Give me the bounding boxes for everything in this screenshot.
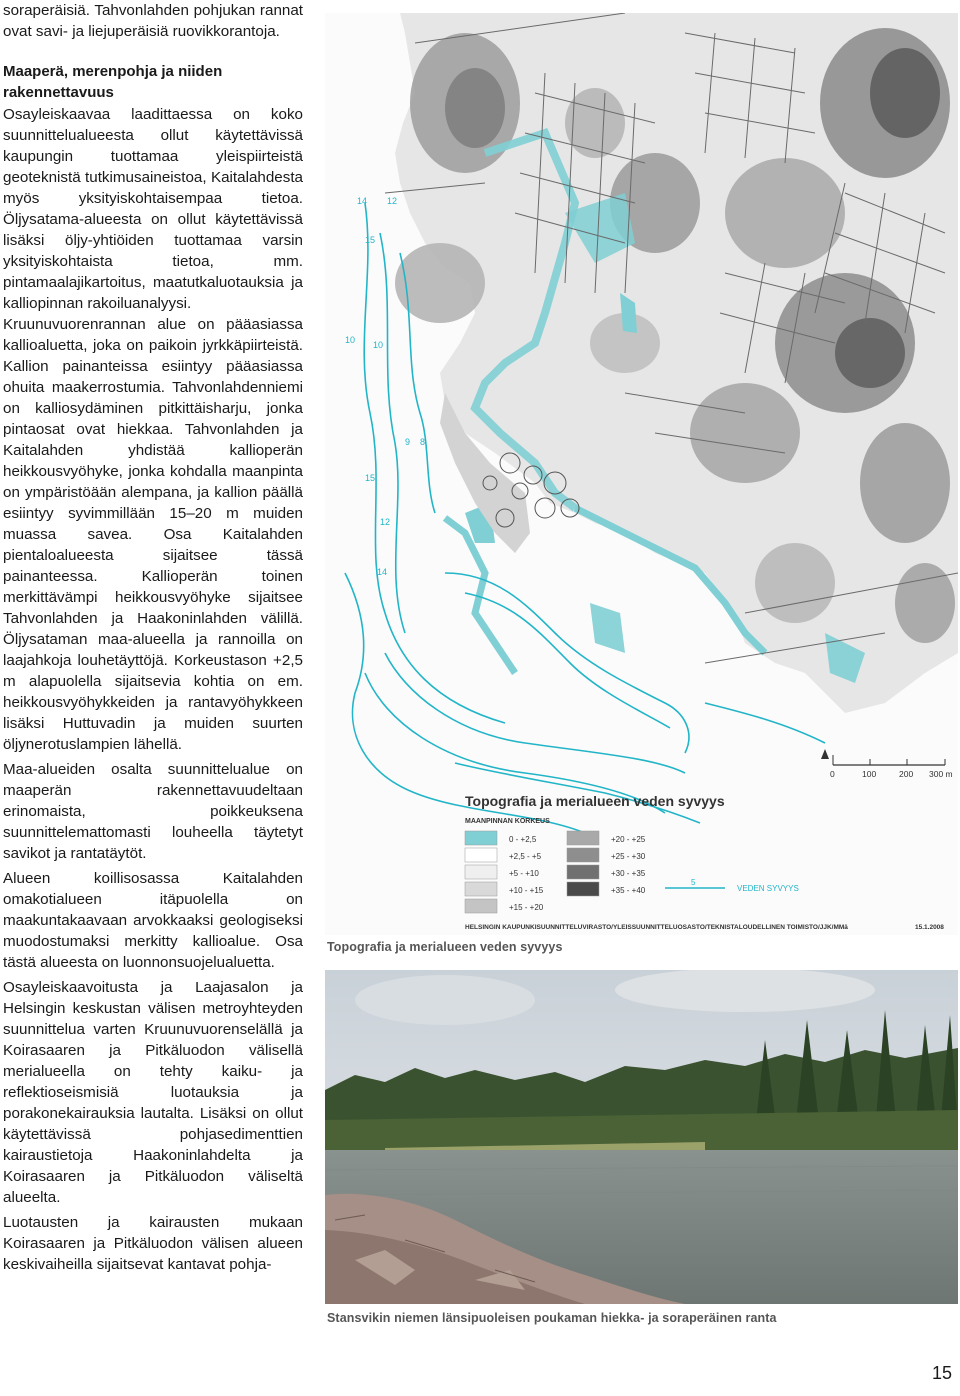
- body-paragraph: Luotausten ja kairausten mukaan Koirasaaren ja Pitkäluodon välisen alueen keskivaiheilla sijaitsevat kantavat pohja-: [3, 1214, 303, 1273]
- photo-caption: Stansvikin niemen länsipuoleisen poukaman hiekka- ja soraperäinen ranta: [327, 1311, 777, 1325]
- body-paragraph: Osayleiskaavoitusta ja Laajasalon ja Helsingin keskustan välisen metroyhteyden suunnittelua varten Kruunuvuorenselällä ja Koirasaaren ja Pitkäluodon välisellä merialueella on tehty kaiku- ja reflektioseismisiä luotauksia ja porakonekairauksia lautalta. Lisäksi on ollut käytettävissä pohjasedimenttien kairaustietoja Haakoninlahdelta ja Koirasaaren ja Pitkäluodon väliseltä alueelta.: [3, 979, 303, 1206]
- depth-number: 14: [377, 567, 388, 577]
- legend-label: 0 - +2,5: [509, 835, 537, 844]
- body-paragraph: Alueen koillisosassa Kaitalahden omakotialueen itäpuolella on maakuntakaavaan arvokkaaksi geologiseksi muodostumaksi merkitty kallioalue. Osa tästä alueesta on luonnonsuojelualuetta.: [3, 870, 303, 971]
- legend-label: +30 - +35: [611, 869, 646, 878]
- legend-label: +20 - +25: [611, 835, 646, 844]
- shore-photo: [325, 970, 958, 1304]
- map-title: Topografia ja merialueen veden syvyys: [465, 793, 725, 809]
- body-paragraph: Osayleiskaavaa laadittaessa on koko suunnittelualueesta ollut käytettävissä kaupungin tuottamaa yleispiirteistä geoteknistä tutkimusaineistoa, Kaitalahdesta myös yksityiskohtaisempaa tietoa. Öljysatama-alueesta on ollut käytettävissä lisäksi öljy-yhtiöiden tuottamaa varsin yksityiskohtaista tietoa, mm. pintamaalajikartoitus, maatutkaluotauksia ja kalliopinnan rakoiluanalyysi.: [3, 106, 303, 312]
- depth-sample: 5: [691, 878, 696, 887]
- map-credit: HELSINGIN KAUPUNKISUUNNITTELUVIRASTO/YLEISSUUNNITTELUOSASTO/TEKNISTALOUDELLINEN TOIMISTO/JJK/MMä: [465, 924, 848, 931]
- depth-number: 15: [365, 235, 376, 245]
- section-heading: Maaperä, merenpohja ja niiden rakennettavuus: [3, 63, 223, 101]
- legend-label: +10 - +15: [509, 886, 544, 895]
- depth-legend-label: VEDEN SYVYYS: [737, 884, 799, 893]
- depth-number: 10: [373, 340, 384, 350]
- scale-label: 100: [862, 769, 877, 779]
- legend-label: +2,5 - +5: [509, 852, 542, 861]
- depth-number: 14: [357, 196, 368, 206]
- depth-number: 8: [420, 437, 426, 447]
- intro-paragraph: soraperäisiä. Tahvonlahden pohjukan rannat ovat savi- ja liejuperäisiä ruovikkorantoja.: [3, 2, 303, 40]
- legend-label: +15 - +20: [509, 903, 544, 912]
- legend-title: MAANPINNAN KORKEUS: [465, 818, 550, 825]
- body-paragraph: Maa-alueiden osalta suunnittelualue on maaperän rakennettavuudeltaan erinomaista, poikkeuksena suunnittelemattomasti louheella täytetyt savikot ja rantatäytöt.: [3, 761, 303, 862]
- scale-label: 200: [899, 769, 914, 779]
- depth-number: 15: [365, 473, 376, 483]
- topography-map: [325, 13, 958, 935]
- legend-label: +35 - +40: [611, 886, 646, 895]
- body-paragraph: Kruunuvuorenrannan alue on pääasiassa kallioaluetta, joka on paikoin jyrkkäpiirteistä. Kallion painanteissa esiintyy pääasiassa ohuita maakerrostumia. Tahvonlahdenniemi on kalliosydäminen pitkittäisharju, jonka pintaosat ovat hiekkaa. Tahvonlahden ja Kaitalahden yhdistää kallioperän heikkousvyöhyke, jonka kohdalla maanpinta on ympäristöään alempana, ja kallion päällä esiintyy syvimmillään 15–20 m muiden muassa savea. Osa Kaitalahden pientaloalueesta sijaitsee tässä painanteessa. Kallioperän toinen merkittävämpi heikkousvyöhyke sijaitsee Tahvonlahden ja Haakoninlahden välillä. Öljysataman maa-alueella ja rannoilla on laajahkoja louhetäyttöjä. Korkeustason +2,5 m alapuolella sijaitsevia kohtia on em. heikkousvyöhykkeiden ja rantavyöhykkeen lisäksi Huttuvadin ja muiden suurten öljynerotuslampien lähellä.: [3, 316, 303, 753]
- depth-number: 12: [387, 196, 398, 206]
- scale-label: 0: [830, 769, 835, 779]
- legend-label: +5 - +10: [509, 869, 539, 878]
- body-text-column: [3, 0, 303, 1275]
- page-number: 15: [931, 1363, 952, 1383]
- depth-number: 10: [345, 335, 356, 345]
- depth-number: 12: [380, 517, 391, 527]
- map-caption: Topografia ja merialueen veden syvyys: [327, 940, 563, 954]
- depth-number: 9: [405, 437, 411, 447]
- scale-label: 300 m: [929, 769, 953, 779]
- map-date: 15.1.2008: [915, 924, 944, 931]
- legend-label: +25 - +30: [611, 852, 646, 861]
